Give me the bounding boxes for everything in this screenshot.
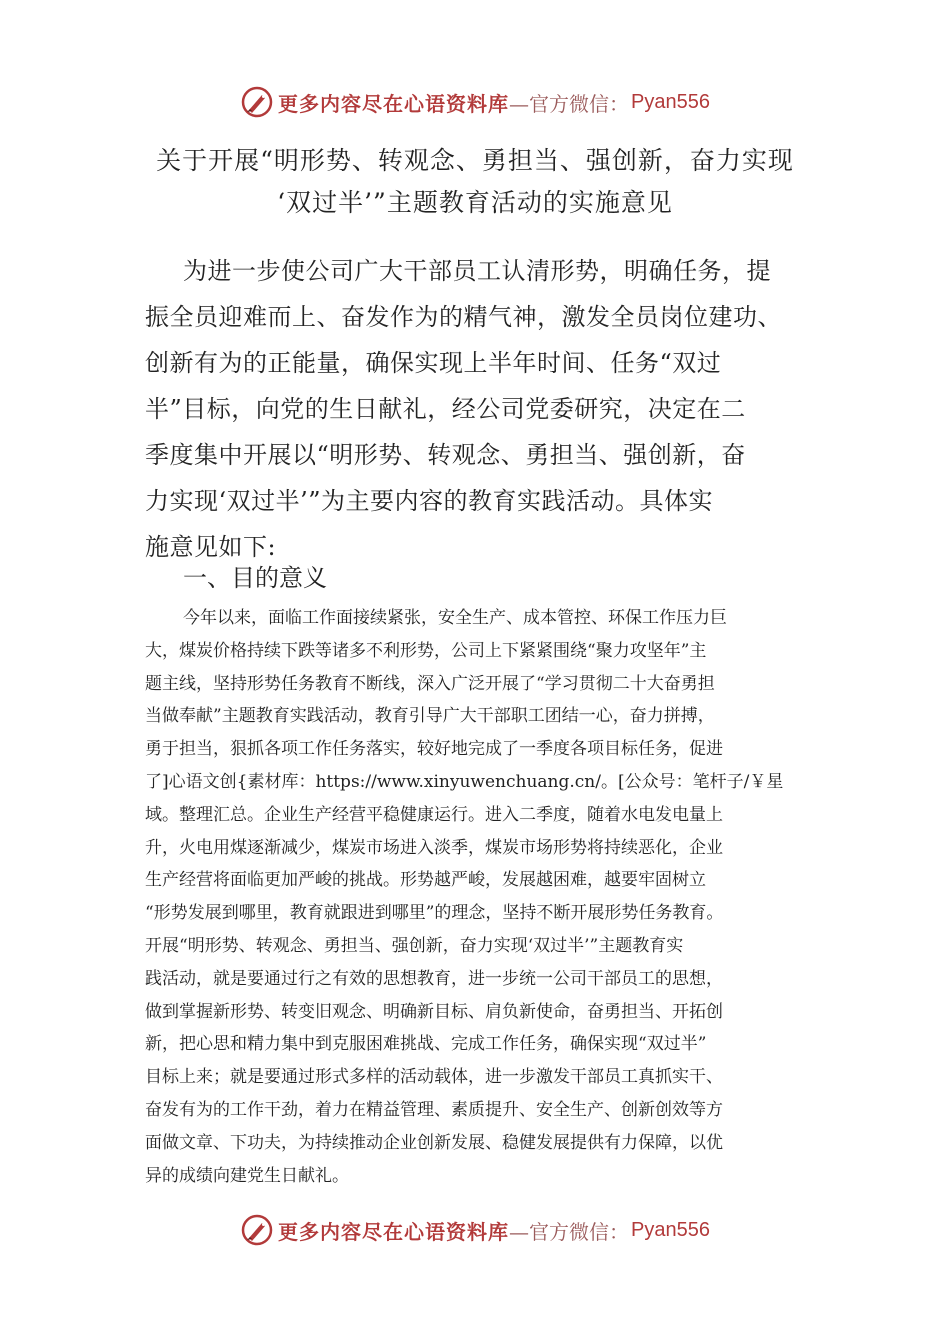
document-title bbox=[60, 140, 890, 224]
intro-line: 季度集中开展以“明形势、转观念、勇担当、强创新，奋 bbox=[145, 441, 746, 469]
intro-paragraph bbox=[145, 248, 810, 570]
body-line: 开展“明形势、转观念、勇担当、强创新，奋力实现‘双过半’”主题教育实 bbox=[145, 935, 684, 956]
body-line: 做到掌握新形势、转变旧观念、明确新目标、肩负新使命，奋勇担当、开拓创 bbox=[145, 1001, 723, 1022]
banner-promo-text: 更多内容尽在心语资料库 bbox=[278, 1219, 510, 1244]
banner-wechat-id: Pyan556 bbox=[631, 90, 710, 113]
intro-line: 创新有为的正能量，确保实现上半年时间、任务“双过 bbox=[145, 349, 722, 377]
body-line: 升，火电用煤逐渐减少，煤炭市场进入淡季，煤炭市场形势将持续恶化，企业 bbox=[145, 837, 723, 858]
intro-line: 半”目标，向党的生日献礼，经公司党委研究，决定在二 bbox=[145, 395, 746, 423]
section-heading: 一、目的意义 bbox=[183, 564, 327, 592]
body-line: 生产经营将面临更加严峻的挑战。形势越严峻，发展越困难，越要牢固树立 bbox=[145, 870, 706, 891]
body-line: 了]心语文创{素材库：https://www.xinyuwenchuang.cn/。[公众号：笔杆子/￥星 bbox=[145, 771, 784, 792]
title-line: ‘双过半’”主题教育活动的实施意见 bbox=[277, 188, 673, 217]
banner-official-text: —官方微信： bbox=[509, 1219, 630, 1244]
body-line: 奋发有为的工作干劲，着力在精益管理、素质提升、安全生产、创新创效等方 bbox=[145, 1099, 723, 1120]
body-line: 今年以来，面临工作面接续紧张，安全生产、成本管控、环保工作压力巨 bbox=[183, 608, 727, 628]
body-line: 题主线，坚持形势任务教育不断线，深入广泛开展了“学习贯彻二十大奋勇担 bbox=[145, 673, 715, 694]
body-line: 异的成绩向建党生日献礼。 bbox=[145, 1165, 349, 1186]
banner-promo-text: 更多内容尽在心语资料库 bbox=[278, 91, 510, 116]
body-line: “形势发展到哪里，教育就跟进到哪里”的理念，坚持不断开展形势任务教育。 bbox=[145, 903, 724, 924]
banner-official-text: —官方微信： bbox=[509, 91, 630, 116]
footer-banner bbox=[0, 1210, 950, 1250]
body-paragraph bbox=[145, 602, 813, 1192]
intro-line: 振全员迎难而上、奋发作为的精气神，激发全员岗位建功、 bbox=[145, 303, 782, 331]
body-line: 当做奉献”主题教育实践活动，教育引导广大干部职工团结一心，奋力拼搏， bbox=[145, 706, 715, 727]
intro-line: 施意见如下: bbox=[145, 533, 277, 561]
intro-line: 力实现‘双过半’”为主要内容的教育实践活动。具体实 bbox=[145, 487, 714, 515]
body-line: 目标上来；就是要通过形式多样的活动载体，进一步激发干部员工真抓实干、 bbox=[145, 1067, 723, 1088]
pen-nib-logo-icon bbox=[240, 85, 274, 119]
body-line: 践活动，就是要通过行之有效的思想教育，进一步统一公司干部员工的思想， bbox=[145, 968, 723, 989]
intro-line: 为进一步使公司广大干部员工认清形势，明确任务，提 bbox=[183, 257, 771, 285]
body-line: 大，煤炭价格持续下跌等诸多不利形势，公司上下紧紧围绕“聚力攻坚年”主 bbox=[145, 640, 707, 661]
header-banner bbox=[0, 82, 950, 122]
body-line: 勇于担当，狠抓各项工作任务落实，较好地完成了一季度各项目标任务，促进 bbox=[145, 739, 723, 760]
pen-nib-logo-icon bbox=[240, 1213, 274, 1247]
title-line: 关于开展“明形势、转观念、勇担当、强创新，奋力实现 bbox=[156, 146, 794, 175]
body-line: 新，把心思和精力集中到克服困难挑战、完成工作任务，确保实现“双过半” bbox=[145, 1034, 707, 1055]
banner-wechat-id: Pyan556 bbox=[631, 1218, 710, 1241]
body-line: 面做文章、下功夫，为持续推动企业创新发展、稳健发展提供有力保障，以优 bbox=[145, 1132, 723, 1153]
body-line: 域。整理汇总。企业生产经营平稳健康运行。进入二季度，随着水电发电量上 bbox=[145, 804, 723, 825]
